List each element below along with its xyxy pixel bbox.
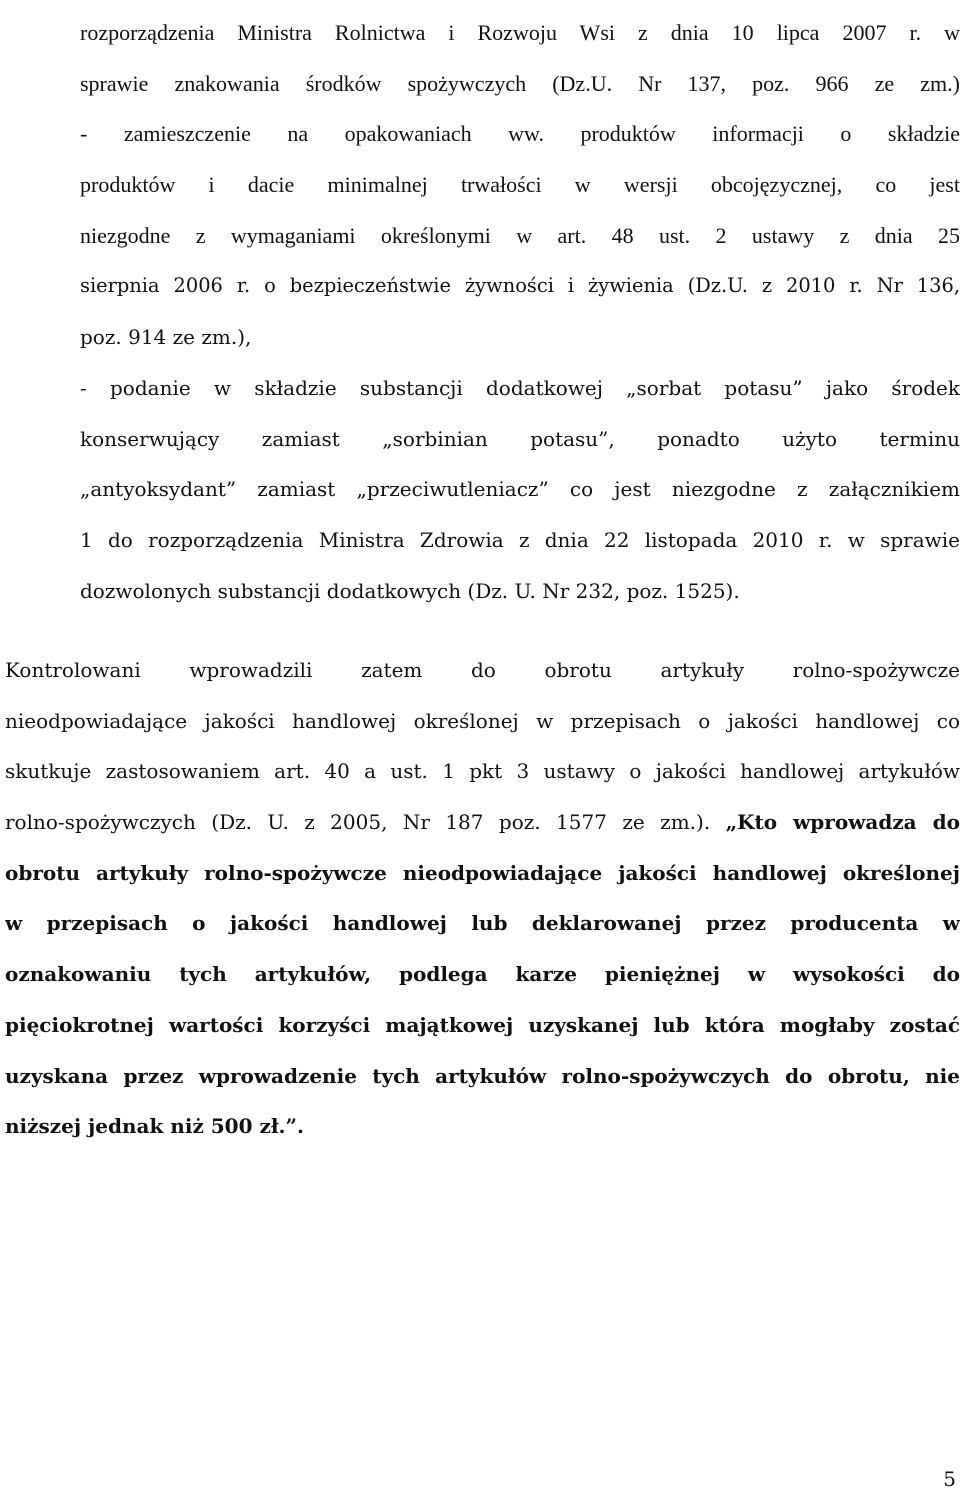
quoted-provision-start: „Kto wprowadza do xyxy=(725,810,960,835)
list-line: konserwujący zamiast „sorbinian potasu”, ponadto użyto terminu xyxy=(80,426,960,451)
page-number: 5 xyxy=(943,1467,956,1491)
conclusion-paragraph xyxy=(5,645,960,1152)
list-line: - podanie w składzie substancji dodatkowej „sorbat potasu” jako środek xyxy=(80,375,960,400)
list-line: „antyoksydant” zamiast „przeciwutleniacz” co jest niezgodne z załącznikiem xyxy=(80,477,960,502)
list-line: produktów i dacie minimalnej trwałości w wersji obcojęzycznej, co jest xyxy=(80,172,960,198)
list-line: niezgodne z wymaganiami określonymi w art. 48 ust. 2 ustawy z dnia 25 xyxy=(80,222,960,248)
list-line: dozwolonych substancji dodatkowych (Dz. U. Nr 232, poz. 1525). xyxy=(80,578,740,603)
quoted-provision-line: oznakowaniu tych artykułów, podlega karze pieniężnej w wysokości do xyxy=(5,962,960,987)
list-line: - zamieszczenie na opakowaniach ww. produktów informacji o składzie xyxy=(80,121,960,147)
quoted-provision-line: niższej jednak niż 500 zł.”. xyxy=(5,1114,304,1139)
list-line: sprawie znakowania środków spożywczych (Dz.U. Nr 137, poz. 966 ze zm.) xyxy=(80,70,960,96)
violations-list xyxy=(80,8,960,616)
list-line: poz. 914 ze zm.), xyxy=(80,325,252,350)
quoted-provision-line: pięciokrotnej wartości korzyści majątkowej uzyskanej lub która mogłaby zostać xyxy=(5,1012,960,1037)
quoted-provision-line: uzyskana przez wprowadzenie tych artykułów rolno-spożywczych do obrotu, nie xyxy=(5,1063,960,1088)
list-line: rozporządzenia Ministra Rolnictwa i Rozwoju Wsi z dnia 10 lipca 2007 r. w xyxy=(80,20,960,45)
quoted-provision-line: w przepisach o jakości handlowej lub deklarowanej przez producenta w xyxy=(5,911,960,936)
list-line: 1 do rozporządzenia Ministra Zdrowia z dnia 22 listopada 2010 r. w sprawie xyxy=(80,527,960,552)
quoted-provision-line: obrotu artykuły rolno-spożywcze nieodpowiadające jakości handlowej określonej xyxy=(5,860,960,885)
paragraph-line: skutkuje zastosowaniem art. 40 a ust. 1 pkt 3 ustawy o jakości handlowej artykułów xyxy=(5,759,960,784)
paragraph-line: nieodpowiadające jakości handlowej określonej w przepisach o jakości handlowej co xyxy=(5,708,960,733)
paragraph-regular-text: rolno-spożywczych (Dz. U. z 2005, Nr 187 poz. 1577 ze zm.). xyxy=(5,810,726,835)
list-line: sierpnia 2006 r. o bezpieczeństwie żywności i żywienia (Dz.U. z 2010 r. Nr 136, xyxy=(80,274,960,298)
paragraph-line-mixed xyxy=(5,797,960,848)
paragraph-line: Kontrolowani wprowadzili zatem do obrotu artykuły rolno-spożywcze xyxy=(5,658,960,682)
